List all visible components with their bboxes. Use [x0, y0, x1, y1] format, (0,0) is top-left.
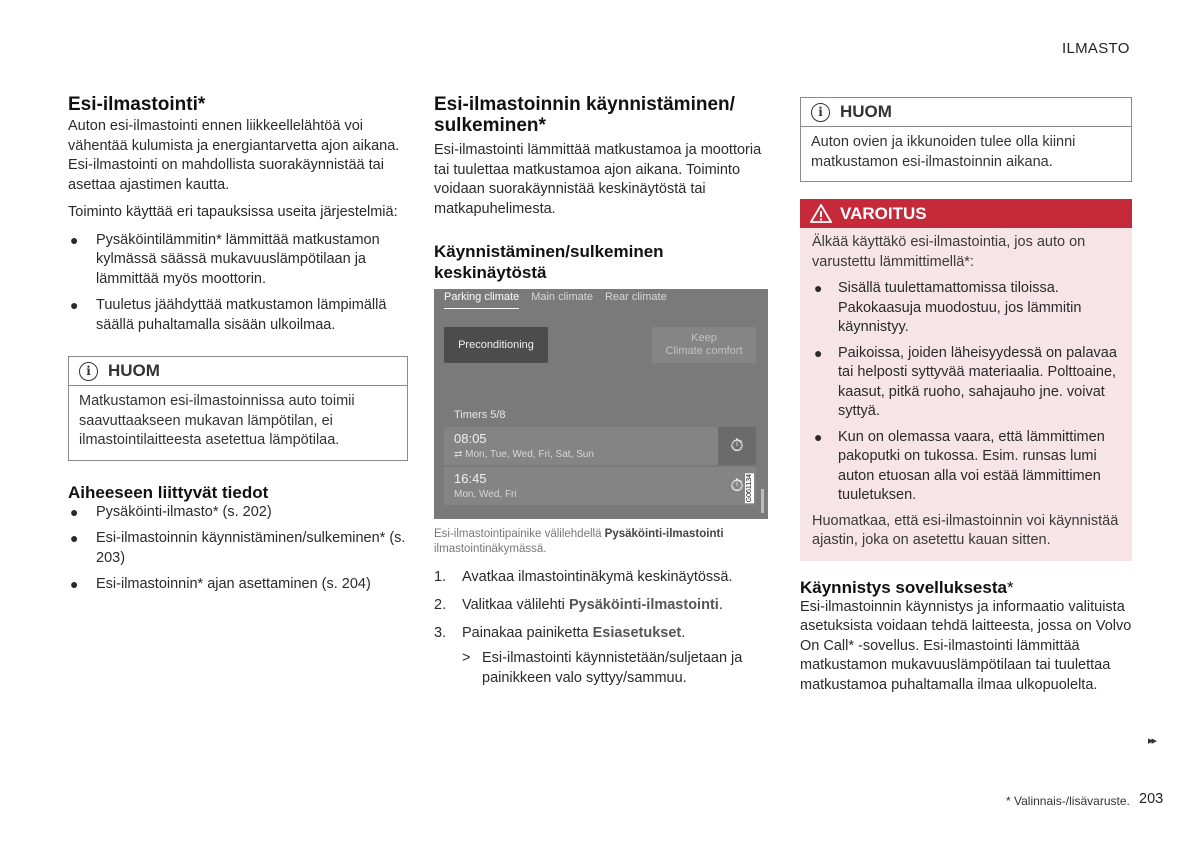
- list-item: ● Paikoissa, joiden läheisyydessä on palavaa tai helposti syttyvää materiaalia. Polttoaine, kaasut, pitkä ruoho, sahajauho jne. voivat syttyä.: [814, 344, 1117, 419]
- info-icon: i: [79, 362, 98, 381]
- intro-paragraph: Auton esi-ilmastointi ennen liikkeellelähtöä voi vähentää kulumista ja energiantarvetta ajon aikana.: [68, 118, 400, 154]
- step-item: 3. Painakaa painiketta Esiasetukset.: [434, 625, 686, 641]
- section-title: Esi-ilmastoinnin käynnistäminen/ sulkeminen*: [434, 94, 735, 136]
- bullet-icon: ●: [70, 530, 79, 546]
- related-link[interactable]: ● Pysäköinti-ilmasto* (s. 202): [68, 503, 408, 523]
- related-link[interactable]: ● Esi-ilmastoinnin* ajan asettaminen (s. 204): [68, 575, 408, 595]
- note-text: Matkustamon esi-ilmastoinnissa auto toimii saavuttaakseen mukavan lämpötilan, ei ilmastointilaitteesta asetettua lämpötilaa.: [79, 393, 355, 448]
- app-paragraph: Esi-ilmastoinnin käynnistys ja informaatio valituista asetuksista voidaan tehdä laitteesta, jossa on Volvo On Call* -sovellus. Esi-ilmastointi lämmittää matkustamon mukavuuslämpötilaan tai tuulettaa matkustamoa puhaltamalla ilmaa ulkopuolelta.: [800, 598, 1132, 693]
- timer-row: 16:45 Mon, Wed, Fri ⏱: [444, 467, 756, 505]
- center-display-screenshot: [434, 289, 768, 519]
- continue-arrow-icon: ▸▸: [1148, 735, 1156, 747]
- timer-row: 08:05 ⇄ Mon, Tue, Wed, Fri, Sat, Sun ⏱: [444, 427, 756, 465]
- related-links: [68, 503, 408, 595]
- warning-intro: Älkää käyttäkö esi-ilmastointia, jos auto on varustettu lämmittimellä*:: [812, 234, 1086, 270]
- keep-climate-comfort-button: Keep Climate comfort: [652, 327, 756, 363]
- system-list: [68, 231, 408, 336]
- related-link[interactable]: ● Esi-ilmastoinnin käynnistäminen/sulkeminen* (s. 203): [70, 530, 406, 566]
- intro-paragraph: Toiminto käyttää eri tapauksissa useita järjestelmiä:: [68, 204, 398, 220]
- intro-paragraph: Esi-ilmastointi on mahdollista suorakäynnistää tai asettaa ajastimen kautta.: [68, 157, 384, 193]
- bullet-icon: ●: [70, 297, 79, 313]
- climate-tabs: [444, 291, 667, 309]
- bullet-icon: ●: [814, 428, 823, 445]
- note-box: [68, 356, 408, 461]
- timers-label: Timers 5/8: [454, 409, 506, 421]
- scrollbar: [761, 489, 764, 513]
- preconditioning-button: Preconditioning: [444, 327, 548, 363]
- list-item: ● Sisällä tuulettamattomissa tiloissa. Pakokaasuja muodostuu, jos lämmitin käynnistyy.: [814, 280, 1082, 335]
- note-text: Auton ovien ja ikkunoiden tulee olla kiinni matkustamon esi-ilmastoinnin aikana.: [811, 134, 1076, 170]
- column-left: [68, 94, 408, 602]
- warning-triangle-icon: [810, 204, 832, 223]
- column-middle: [434, 94, 770, 688]
- warning-outro: Huomatkaa, että esi-ilmastoinnin voi käynnistää ajastin, joka on asetettu kauan sitten.: [812, 512, 1119, 548]
- intro-paragraph: Esi-ilmastointi lämmittää matkustamoa ja moottoria tai tuulettaa matkustamoa ajon aikana. Toiminto voidaan suorakäynnistää keskinäytöstä tai matkapuhelimesta.: [434, 142, 762, 217]
- tab-main-climate: Main climate: [531, 291, 593, 303]
- timer-icon: ⏱: [718, 427, 756, 465]
- list-item: ● Tuuletus jäähdyttää matkustamon lämpimällä säällä puhaltamalla sisään ulkoilmaa.: [70, 297, 387, 333]
- step-result: > Esi-ilmastointi käynnistetään/suljetaan ja painikkeen valo syttyy/sammuu.: [462, 650, 743, 686]
- warning-list: [812, 279, 1120, 506]
- footnote: * Valinnais-/lisävaruste.: [1006, 794, 1130, 808]
- steps-list: [434, 567, 770, 643]
- list-item: ● Pysäköintilämmitin* lämmittää matkustamon kylmässä säässä mukavuuslämpötilaan ja lämmittää myös moottorin.: [70, 231, 380, 287]
- related-title: Aiheeseen liittyvät tiedot: [68, 482, 269, 502]
- warning-box: [800, 199, 1132, 561]
- note-title: HUOM: [108, 361, 160, 380]
- page-number: 203: [1139, 791, 1164, 807]
- bullet-icon: ●: [70, 576, 79, 592]
- section-header: ILMASTO: [1062, 40, 1130, 57]
- bullet-icon: ●: [814, 344, 823, 361]
- column-right: [800, 97, 1132, 695]
- image-caption: Esi-ilmastointipainike välilehdellä Pysäköinti-ilmastointi ilmastointinäkymässä.: [434, 528, 724, 555]
- section-title: Esi-ilmastointi*: [68, 94, 206, 115]
- step-item: 2. Valitkaa välilehti Pysäköinti-ilmastointi.: [434, 597, 723, 613]
- bullet-icon: ●: [70, 503, 79, 520]
- timer-icon: ⏱: [718, 467, 756, 505]
- warning-title: VAROITUS: [840, 203, 927, 223]
- step-item: 1. Avatkaa ilmastointinäkymä keskinäytössä.: [434, 569, 733, 585]
- info-icon: i: [811, 103, 830, 122]
- list-item: ● Kun on olemassa vaara, että lämmittimen pakoputki on tukossa. Esim. runsas lumi auton etuosan alla voi estää lämmittimen tuuletuksen.: [814, 428, 1105, 503]
- subsection-title: Käynnistys sovelluksesta*: [800, 577, 1014, 597]
- note-title: HUOM: [840, 102, 892, 121]
- bullet-icon: ●: [70, 231, 79, 248]
- tab-rear-climate: Rear climate: [604, 291, 667, 303]
- image-code: G061134: [746, 474, 753, 503]
- subsection-title: Käynnistäminen/sulkeminen keskinäytöstä: [434, 242, 664, 282]
- note-box: [800, 97, 1132, 182]
- tab-parking-climate: Parking climate: [444, 291, 519, 309]
- bullet-icon: ●: [814, 280, 823, 296]
